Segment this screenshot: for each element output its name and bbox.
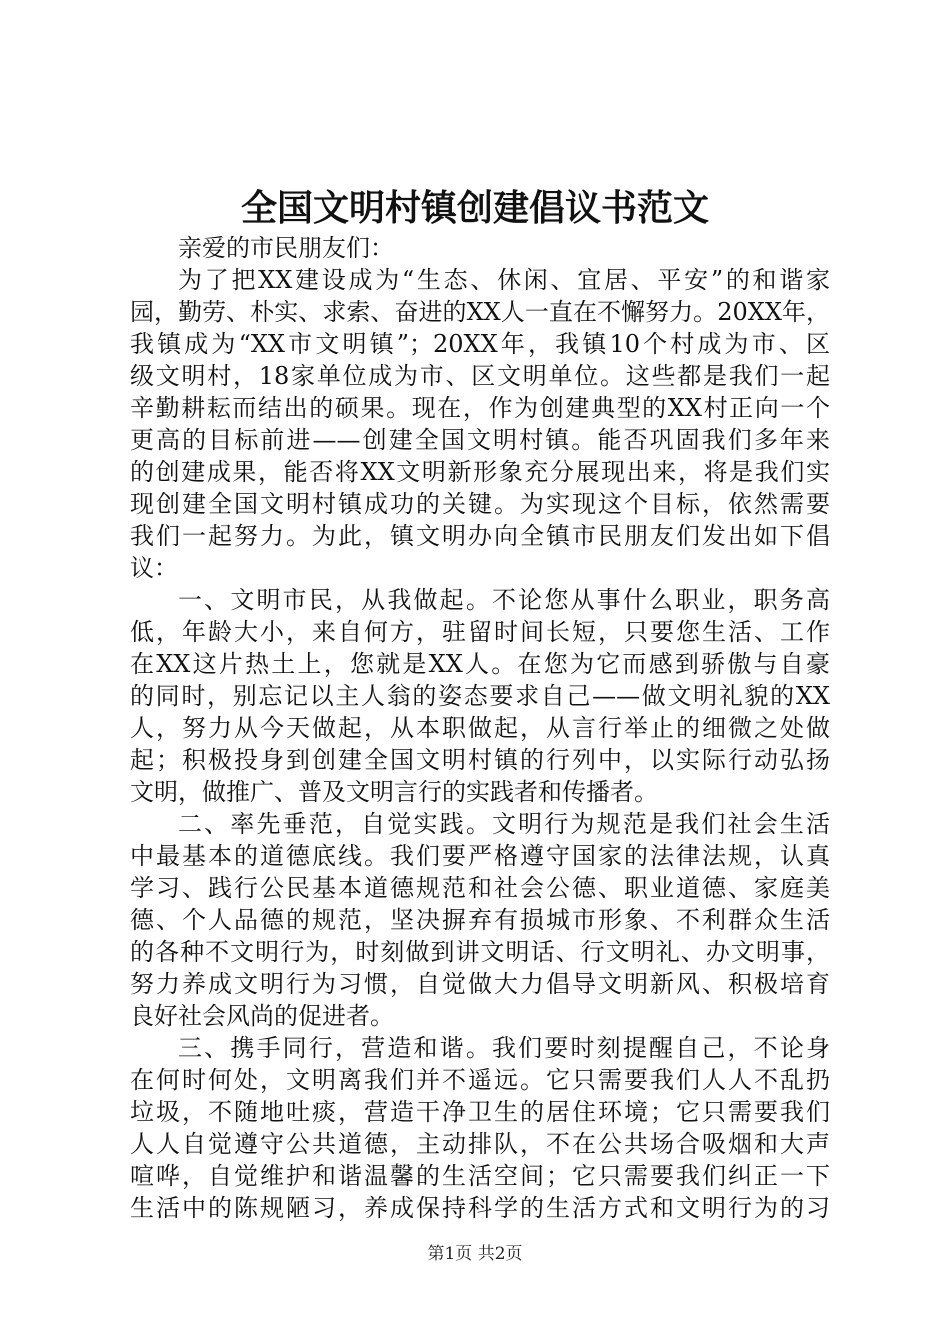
text-line: 中最基本的道德底线。我们要严格遵守国家的法律法规，认真 (130, 842, 830, 870)
text-line: 人人自觉遵守公共道德，主动排队，不在公共场合吸烟和大声 (130, 1130, 830, 1158)
text-line: 级文明村，18家单位成为市、区文明单位。这些都是我们一起 (130, 362, 830, 390)
text-line: 辛勤耕耘而结出的硕果。现在，作为创建典型的XX村正向一个 (130, 394, 830, 422)
text-line: 现创建全国文明村镇成功的关键。为实现这个目标，依然需要 (130, 490, 830, 518)
text-line: 议： (130, 554, 178, 582)
text-line: 起；积极投身到创建全国文明村镇的行列中，以实际行动弘扬 (130, 746, 830, 774)
document-title: 全国文明村镇创建倡议书范文 (240, 187, 709, 229)
text-line: 在何时何处，文明离我们并不遥远。它只需要我们人人不乱扔 (130, 1066, 830, 1094)
text-line: 我们一起努力。为此，镇文明办向全镇市民朋友们发出如下倡 (130, 522, 830, 550)
text-line: 亲爱的市民朋友们： (178, 234, 394, 262)
text-line: 我镇成为“XX市文明镇”；20XX年，我镇10个村成为市、区 (130, 330, 830, 358)
text-line: 努力养成文明行为习惯，自觉做大力倡导文明新风、积极培育 (130, 970, 830, 998)
text-line: 生活中的陈规陋习，养成保持科学的生活方式和文明行为的习 (130, 1194, 830, 1222)
text-line: 良好社会风尚的促进者。 (130, 1002, 394, 1030)
text-line: 在XX这片热土上，您就是XX人。在您为它而感到骄傲与自豪 (130, 650, 830, 678)
text-line: 三、携手同行，营造和谐。我们要时刻提醒自己，不论身 (178, 1034, 830, 1062)
text-line: 低，年龄大小，来自何方，驻留时间长短，只要您生活、工作 (130, 618, 830, 646)
text-line: 人，努力从今天做起，从本职做起，从言行举止的细微之处做 (130, 714, 830, 742)
text-line: 文明，做推广、普及文明言行的实践者和传播者。 (130, 778, 658, 806)
text-line: 园，勤劳、朴实、求索、奋进的XX人一直在不懈努力。20XX年， (130, 298, 830, 326)
text-line: 的创建成果，能否将XX文明新形象充分展现出来，将是我们实 (130, 458, 830, 486)
text-line: 的同时，别忘记以主人翁的姿态要求自己——做文明礼貌的XX (130, 682, 830, 710)
text-line: 二、率先垂范，自觉实践。文明行为规范是我们社会生活 (178, 810, 830, 838)
text-line: 更高的目标前进——创建全国文明村镇。能否巩固我们多年来 (130, 426, 830, 454)
text-line: 的各种不文明行为，时刻做到讲文明话、行文明礼、办文明事， (130, 938, 830, 966)
page-footer: 第1页 共2页 (427, 1244, 523, 1264)
text-line: 一、文明市民，从我做起。不论您从事什么职业，职务高 (178, 586, 830, 614)
text-line: 为了把XX建设成为“生态、休闲、宜居、平安”的和谐家 (178, 266, 830, 294)
text-line: 垃圾，不随地吐痰，营造干净卫生的居住环境；它只需要我们 (130, 1098, 830, 1126)
text-line: 学习、践行公民基本道德规范和社会公德、职业道德、家庭美 (130, 874, 830, 902)
text-line: 喧哗，自觉维护和谐温馨的生活空间；它只需要我们纠正一下 (130, 1162, 830, 1190)
text-line: 德、个人品德的规范，坚决摒弃有损城市形象、不利群众生活 (130, 906, 830, 934)
document-body (130, 232, 830, 1224)
